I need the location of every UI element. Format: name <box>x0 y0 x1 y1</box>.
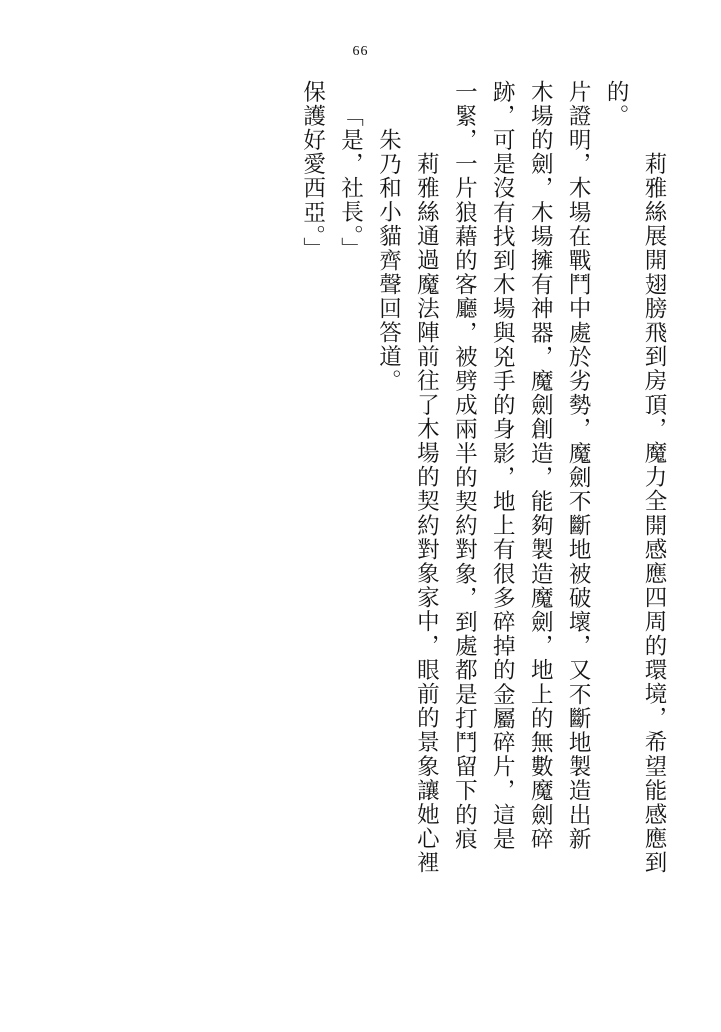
page-number: 66 <box>352 44 369 59</box>
text-column: 片證明，木場在戰鬥中處於劣勢，魔劍不斷地被破壞，又不斷地製造出新 <box>565 80 592 852</box>
vertical-text-body <box>290 80 669 960</box>
text-column: 木場的劍，木場擁有神器，魔劍創造，能夠製造魔劍，地上的無數魔劍碎 <box>527 80 554 852</box>
text-column: 一緊，一片狼藉的客廳，被劈成兩半的契約對象，到處都是打鬥留下的痕 <box>451 80 478 852</box>
text-column: 保護好愛西亞。」 <box>299 80 326 262</box>
text-column: 跡，可是沒有找到木場與兇手的身影，地上有很多碎掉的金屬碎片，這是 <box>489 80 516 852</box>
text-column: 朱乃和小貓齊聲回答道。 <box>375 128 402 394</box>
text-column: 莉雅絲通過魔法陣前往了木場的契約對象家中，眼前的景象讓她心裡 <box>413 152 440 875</box>
text-column: 「是，社長。」 <box>337 104 364 262</box>
text-column: 莉雅絲展開翅膀飛到房頂，魔力全開感應四周的環境，希望能感應到 <box>641 152 667 875</box>
text-column: 的。 <box>603 80 630 129</box>
